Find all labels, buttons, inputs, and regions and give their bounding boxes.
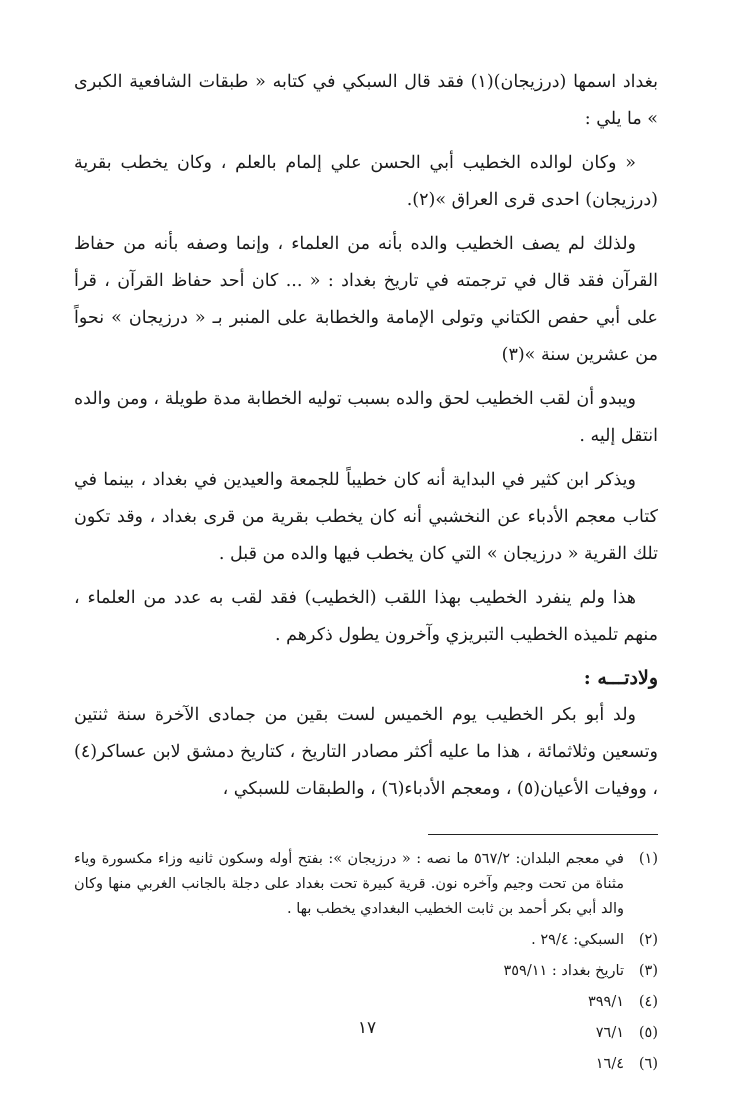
paragraph-ibn-kathir: ويذكر ابن كثير في البداية أنه كان خطيباً للجمعة والعيدين في بغداد ، بينما في كتاب معجم الأدباء عن النخشبي أنه كان يخطب بقرية من قرى بغداد ، وقد تكون تلك القرية « درزيجان » التي كان يخطب فيها والده من قبل .	[74, 470, 658, 564]
main-text	[74, 64, 658, 808]
footnote-number: (٥)	[638, 1025, 658, 1041]
footnote-text: تاريخ بغداد : ٣٥٩/١١	[503, 963, 624, 979]
paragraph-continuation: بغداد اسمها (درزيجان)(١) فقد قال السبكي في كتابه « طبقات الشافعية الكبرى » ما يلي :	[74, 72, 658, 129]
paragraph-birth: ولد أبو بكر الخطيب يوم الخميس لست بقين من جمادى الآخرة سنة ثنتين وتسعين وثلاثمائة ، هذا ما عليه أكثر مصادر التاريخ ، كتاريخ دمشق لابن عساكر(٤) ، ووفيات الأعيان(٥) ، ومعجم الأدباء(٦) ، والطبقات للسبكي ،	[74, 705, 658, 799]
footnote-item	[74, 1052, 658, 1077]
footnote-item	[74, 847, 658, 922]
paragraph-quote-subki: « وكان لوالده الخطيب أبي الحسن علي إلمام بالعلم ، وكان يخطب بقرية (درزيجان) احدى قرى العراق »(٢).	[74, 153, 658, 210]
page-number: ١٧	[357, 1018, 377, 1038]
paragraph-quran-memorizer: ولذلك لم يصف الخطيب والده بأنه من العلماء ، وإنما وصفه بأنه من حفاظ القرآن فقد قال في ترجمته في تاريخ بغداد : « ... كان أحد حفاظ القرآن ، قرأ على أبي حفص الكتاني وتولى الإمامة والخطابة على المنبر بـ « درزيجان » نحواً من عشرين سنة »(٣)	[74, 234, 658, 365]
footnote-text: في معجم البلدان: ٥٦٧/٢ ما نصه : « درزيجان »: بفتح أوله وسكون ثانيه وزاء مكسورة وياء مثناة من تحت وجيم وآخره نون. قرية كبيرة تحت بغداد على دجلة بالجانب الغربي منها وكان والد أبي بكر أحمد بن ثابت الخطيب البغدادي يخطب بها .	[74, 851, 624, 917]
footnote-divider	[428, 834, 658, 835]
paragraph-other-khatibs: هذا ولم ينفرد الخطيب بهذا اللقب (الخطيب) فقد لقب به عدد من العلماء ، منهم تلميذه الخطيب التبريزي وآخرون يطول ذكرهم .	[74, 588, 658, 645]
footnote-number: (٢)	[638, 932, 658, 948]
footnote-item	[74, 928, 658, 953]
footnote-item	[74, 959, 658, 984]
footnote-text: ٣٩٩/١	[587, 994, 624, 1010]
footnote-number: (٦)	[638, 1056, 658, 1072]
paragraph-title-origin: ويبدو أن لقب الخطيب لحق والده بسبب توليه الخطابة مدة طويلة ، ومن والده انتقل إليه .	[74, 389, 658, 446]
footnote-item	[74, 990, 658, 1015]
footnotes	[74, 847, 658, 1077]
footnote-number: (٣)	[638, 963, 658, 979]
footnote-text: ١٦/٤	[595, 1056, 624, 1072]
footnote-text: ٧٦/١	[595, 1025, 624, 1041]
section-heading-birth: ولادتـــه :	[583, 667, 658, 689]
footnote-text: السبكي: ٢٩/٤ .	[531, 932, 624, 948]
footnote-number: (١)	[638, 851, 658, 867]
footnote-number: (٤)	[638, 994, 658, 1010]
